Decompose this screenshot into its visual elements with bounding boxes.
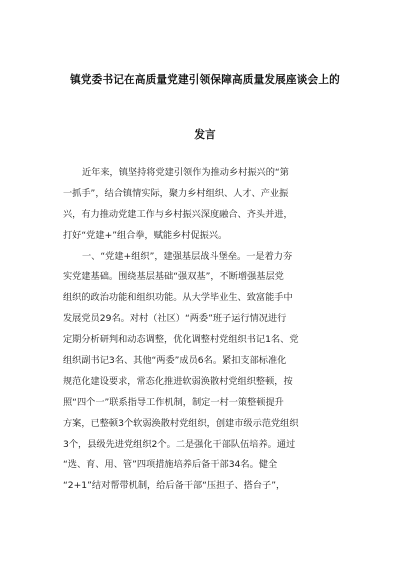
- paragraph-1-line: 一抓手”，结合镇情实际，聚力乡村组织、人才、产业振: [63, 187, 289, 199]
- paragraph-2-line: “选、育、用、管”四项措施培养后备干部34名。健全: [63, 459, 278, 471]
- paragraph-2-line: 规范化建设要求，常态化推进软弱涣散村党组织整顿，按: [63, 375, 293, 387]
- document-body: [63, 163, 349, 497]
- paragraph-2-line: 3个，县级先进党组织2个。二是强化干部队伍培养。通过: [63, 438, 296, 450]
- paragraph-2-line: 照“四个一”联系指导工作机制，制定一村一策整顿提升: [63, 396, 284, 408]
- paragraph-1-line: 打好“党建+”组合拳，赋能乡村促振兴。: [63, 229, 228, 241]
- paragraph-1-line: 兴，有力推动党建工作与乡村振兴深度融合、齐头并进，: [63, 208, 293, 220]
- document-title: 镇党委书记在高质量党建引领保障高质量发展座谈会上的: [70, 74, 340, 86]
- paragraph-2-line: 组织的政治功能和组织功能。从大学毕业生、致富能手中: [63, 292, 293, 304]
- paragraph-2-line: “2+1”结对帮带机制，给后备干部“压担子、搭台子”，: [63, 480, 286, 492]
- paragraph-2-line: 定期分析研判和动态调整，优化调整村党组织书记1名、党: [63, 334, 299, 346]
- paragraph-2-line: 发展党员29名。对村（社区）“两委”班子运行情况进行: [63, 313, 287, 325]
- document-title-continuation: 发言: [194, 129, 216, 141]
- paragraph-2-line: 一、“党建+组织”，建强基层战斗堡垒。一是着力夯: [82, 250, 293, 262]
- paragraph-2-line: 组织副书记3名、其他“两委”成员6名。紧扣支部标准化: [63, 355, 287, 367]
- paragraph-2-line: 方案，已整顿3个软弱涣散村党组织，创建市级示范党组织: [63, 417, 299, 429]
- paragraph-2-line: 实党建基础。围绕基层基础“强双基”，不断增强基层党: [63, 271, 284, 283]
- paragraph-1-line: 近年来，镇坚持将党建引领作为推动乡村振兴的“第: [82, 167, 289, 178]
